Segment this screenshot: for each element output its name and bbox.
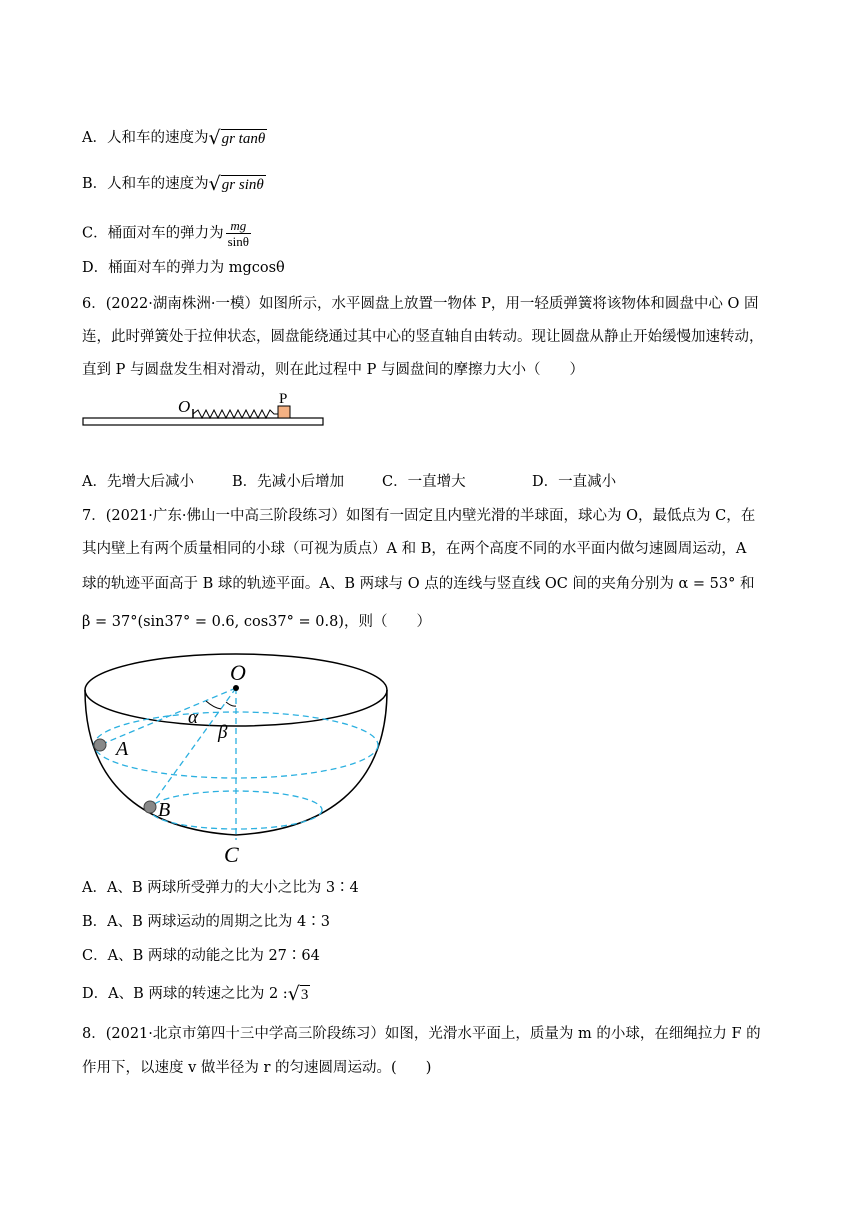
fraction-denominator: sinθ <box>227 234 249 249</box>
label-beta: β <box>218 722 228 743</box>
q5-option-c <box>82 218 251 249</box>
q6-option-b: B．先减小后增加 <box>232 474 345 490</box>
label-p: P <box>279 392 288 407</box>
q7-option-d <box>82 984 310 1004</box>
sqrt-expression: √gr sinθ <box>208 173 264 195</box>
q7-option-d-root: 3 <box>300 986 309 1003</box>
q7-hemisphere-figure <box>80 650 400 870</box>
angle-beta-arc <box>226 702 236 706</box>
q7-stem-line-2: 其内壁上有两个质量相同的小球（可视为质点）A 和 B，在两个高度不同的水平面内做匀速圆周运动，A <box>82 541 747 557</box>
q5-option-a <box>82 128 267 148</box>
q5-option-a-expr: gr tanθ <box>221 130 266 147</box>
angle-alpha-arc <box>206 701 221 709</box>
spring-icon <box>193 410 278 418</box>
q7-stem-line-1: 7．(2021·广东·佛山一中高三阶段练习）如图有一固定且内壁光滑的半球面，球心为 O，最低点为 C，在 <box>82 508 756 524</box>
q5-option-b-text: B．人和车的速度为 <box>82 176 209 192</box>
q6-stem-line-3: 直到 P 与圆盘发生相对滑动，则在此过程中 P 与圆盘间的摩擦力大小（ ） <box>82 362 584 378</box>
q7-option-c: C．A、B 两球的动能之比为 27∶64 <box>82 948 320 964</box>
q8-stem-line-2: 作用下，以速度 v 做半径为 r 的匀速圆周运动。( ) <box>82 1060 432 1076</box>
sqrt-expression: √3 <box>287 983 309 1005</box>
fraction-numerator: mg <box>226 218 251 234</box>
line-ob <box>150 688 236 807</box>
fraction <box>226 218 251 249</box>
label-o: O <box>230 660 246 685</box>
q7-option-d-text: D．A、B 两球的转速之比为 2 : <box>82 986 288 1002</box>
q6-option-a: A．先增大后减小 <box>82 474 194 490</box>
q6-disk-spring-figure <box>80 392 330 432</box>
q8-stem-line-1: 8．(2021·北京市第四十三中学高三阶段练习）如图，光滑水平面上，质量为 m 的小球，在细绳拉力 F 的 <box>82 1026 761 1042</box>
q5-option-a-text: A．人和车的速度为 <box>82 130 209 146</box>
q6-option-c: C．一直增大 <box>382 474 466 490</box>
block-p <box>278 406 290 418</box>
ball-a <box>94 739 106 751</box>
q7-stem-line-3: 球的轨迹平面高于 B 球的轨迹平面。A、B 两球与 O 点的连线与竖直线 OC 间的夹角分别为 α = 53° 和 <box>82 576 755 592</box>
label-a: A <box>116 738 129 760</box>
label-c: C <box>224 842 239 867</box>
q7-option-a: A．A、B 两球所受弹力的大小之比为 3∶4 <box>82 880 359 896</box>
q5-option-d: D．桶面对车的弹力为 mgcosθ <box>82 260 285 276</box>
q5-option-b <box>82 174 266 194</box>
q5-option-b-expr: gr sinθ <box>221 176 264 193</box>
q6-stem-line-2: 连，此时弹簧处于拉伸状态，圆盘能绕通过其中心的竖直轴自由转动。现让圆盘从静止开始缓慢加速转动， <box>82 329 764 345</box>
label-alpha: α <box>188 707 198 728</box>
sqrt-expression: √gr tanθ <box>208 127 266 149</box>
q7-stem-line-4: β = 37°(sin37° = 0.6, cos37° = 0.8)，则（ ） <box>82 614 431 630</box>
disk-plate <box>83 418 323 425</box>
label-b: B <box>158 799 171 821</box>
label-o: O <box>178 397 191 416</box>
ball-b <box>144 801 156 813</box>
q6-stem-line-1: 6．(2022·湖南株洲·一模）如图所示，水平圆盘上放置一物体 P，用一轻质弹簧将该物体和圆盘中心 O 固 <box>82 296 759 312</box>
center-o <box>233 685 239 691</box>
q6-option-d: D．一直减小 <box>532 474 617 490</box>
q5-option-c-text: C．桶面对车的弹力为 <box>82 225 224 242</box>
q7-option-b: B．A、B 两球运动的周期之比为 4∶3 <box>82 914 330 930</box>
